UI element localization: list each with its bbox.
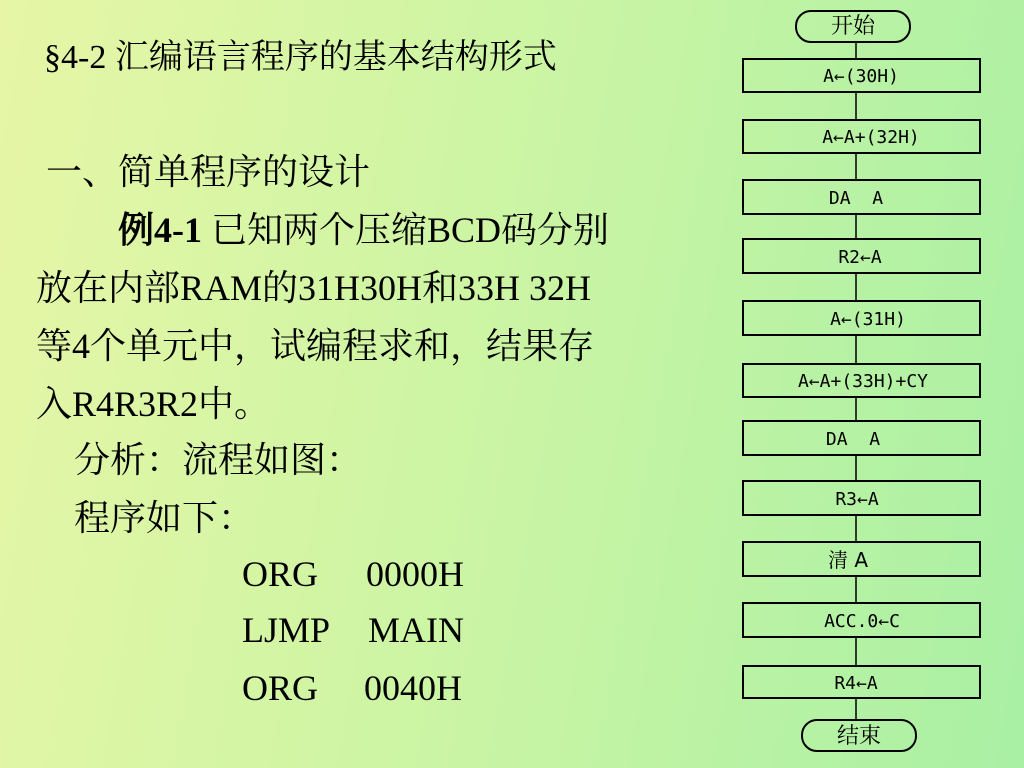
flow-step — [743, 364, 980, 397]
svg-text:结束: 结束 — [836, 724, 882, 749]
code-op: ORG — [242, 668, 319, 708]
example-line-2: 放在内部RAM的31H30H和33H 32H — [36, 268, 592, 308]
example-line-3: 等4个单元中，试编程求和，结果存 — [36, 326, 595, 366]
svg-text:R2←A: R2←A — [838, 247, 882, 268]
flow-step — [743, 301, 980, 335]
flow-step — [743, 603, 980, 637]
flow-step — [743, 542, 980, 576]
code-arg: MAIN — [368, 610, 464, 650]
program-intro: 程序如下： — [74, 498, 255, 538]
page-title: §4-2 汇编语言程序的基本结构形式 — [44, 39, 557, 76]
svg-text:DA A: DA A — [828, 188, 884, 209]
flow-step — [743, 239, 980, 273]
flow-step — [743, 481, 980, 515]
flow-end — [802, 720, 916, 751]
code-op: ORG — [242, 554, 319, 594]
svg-text:A←A+(33H)+CY: A←A+(33H)+CY — [797, 371, 929, 392]
flow-step — [743, 120, 980, 153]
svg-text:A←(30H): A←(30H) — [823, 66, 899, 87]
code-arg: 0040H — [364, 668, 462, 708]
code-op: LJMP — [242, 610, 331, 650]
svg-text:R4←A: R4←A — [834, 673, 878, 694]
svg-text:A←A+(32H): A←A+(32H) — [822, 127, 920, 148]
section-heading: 一、简单程序的设计 — [46, 152, 371, 192]
flow-step — [743, 180, 980, 214]
svg-text:R3←A: R3←A — [835, 489, 879, 510]
code-arg: 0000H — [366, 554, 464, 594]
flow-step — [743, 666, 980, 698]
svg-text:DA A: DA A — [825, 429, 881, 450]
example-line-4: 入R4R3R2中。 — [36, 384, 271, 424]
flow-step — [743, 421, 980, 455]
svg-text:A←(31H): A←(31H) — [830, 309, 906, 330]
example-label: 例4-1 — [118, 210, 202, 250]
svg-text:ACC.0←C: ACC.0←C — [824, 611, 900, 632]
flow-start — [796, 11, 910, 42]
analysis-text: 分析：流程如图： — [74, 440, 363, 480]
svg-text:清 A: 清 A — [827, 548, 869, 572]
example-text: 已知两个压缩BCD码分别 — [202, 210, 610, 250]
svg-text:开始: 开始 — [830, 14, 876, 39]
flow-step — [743, 59, 980, 92]
